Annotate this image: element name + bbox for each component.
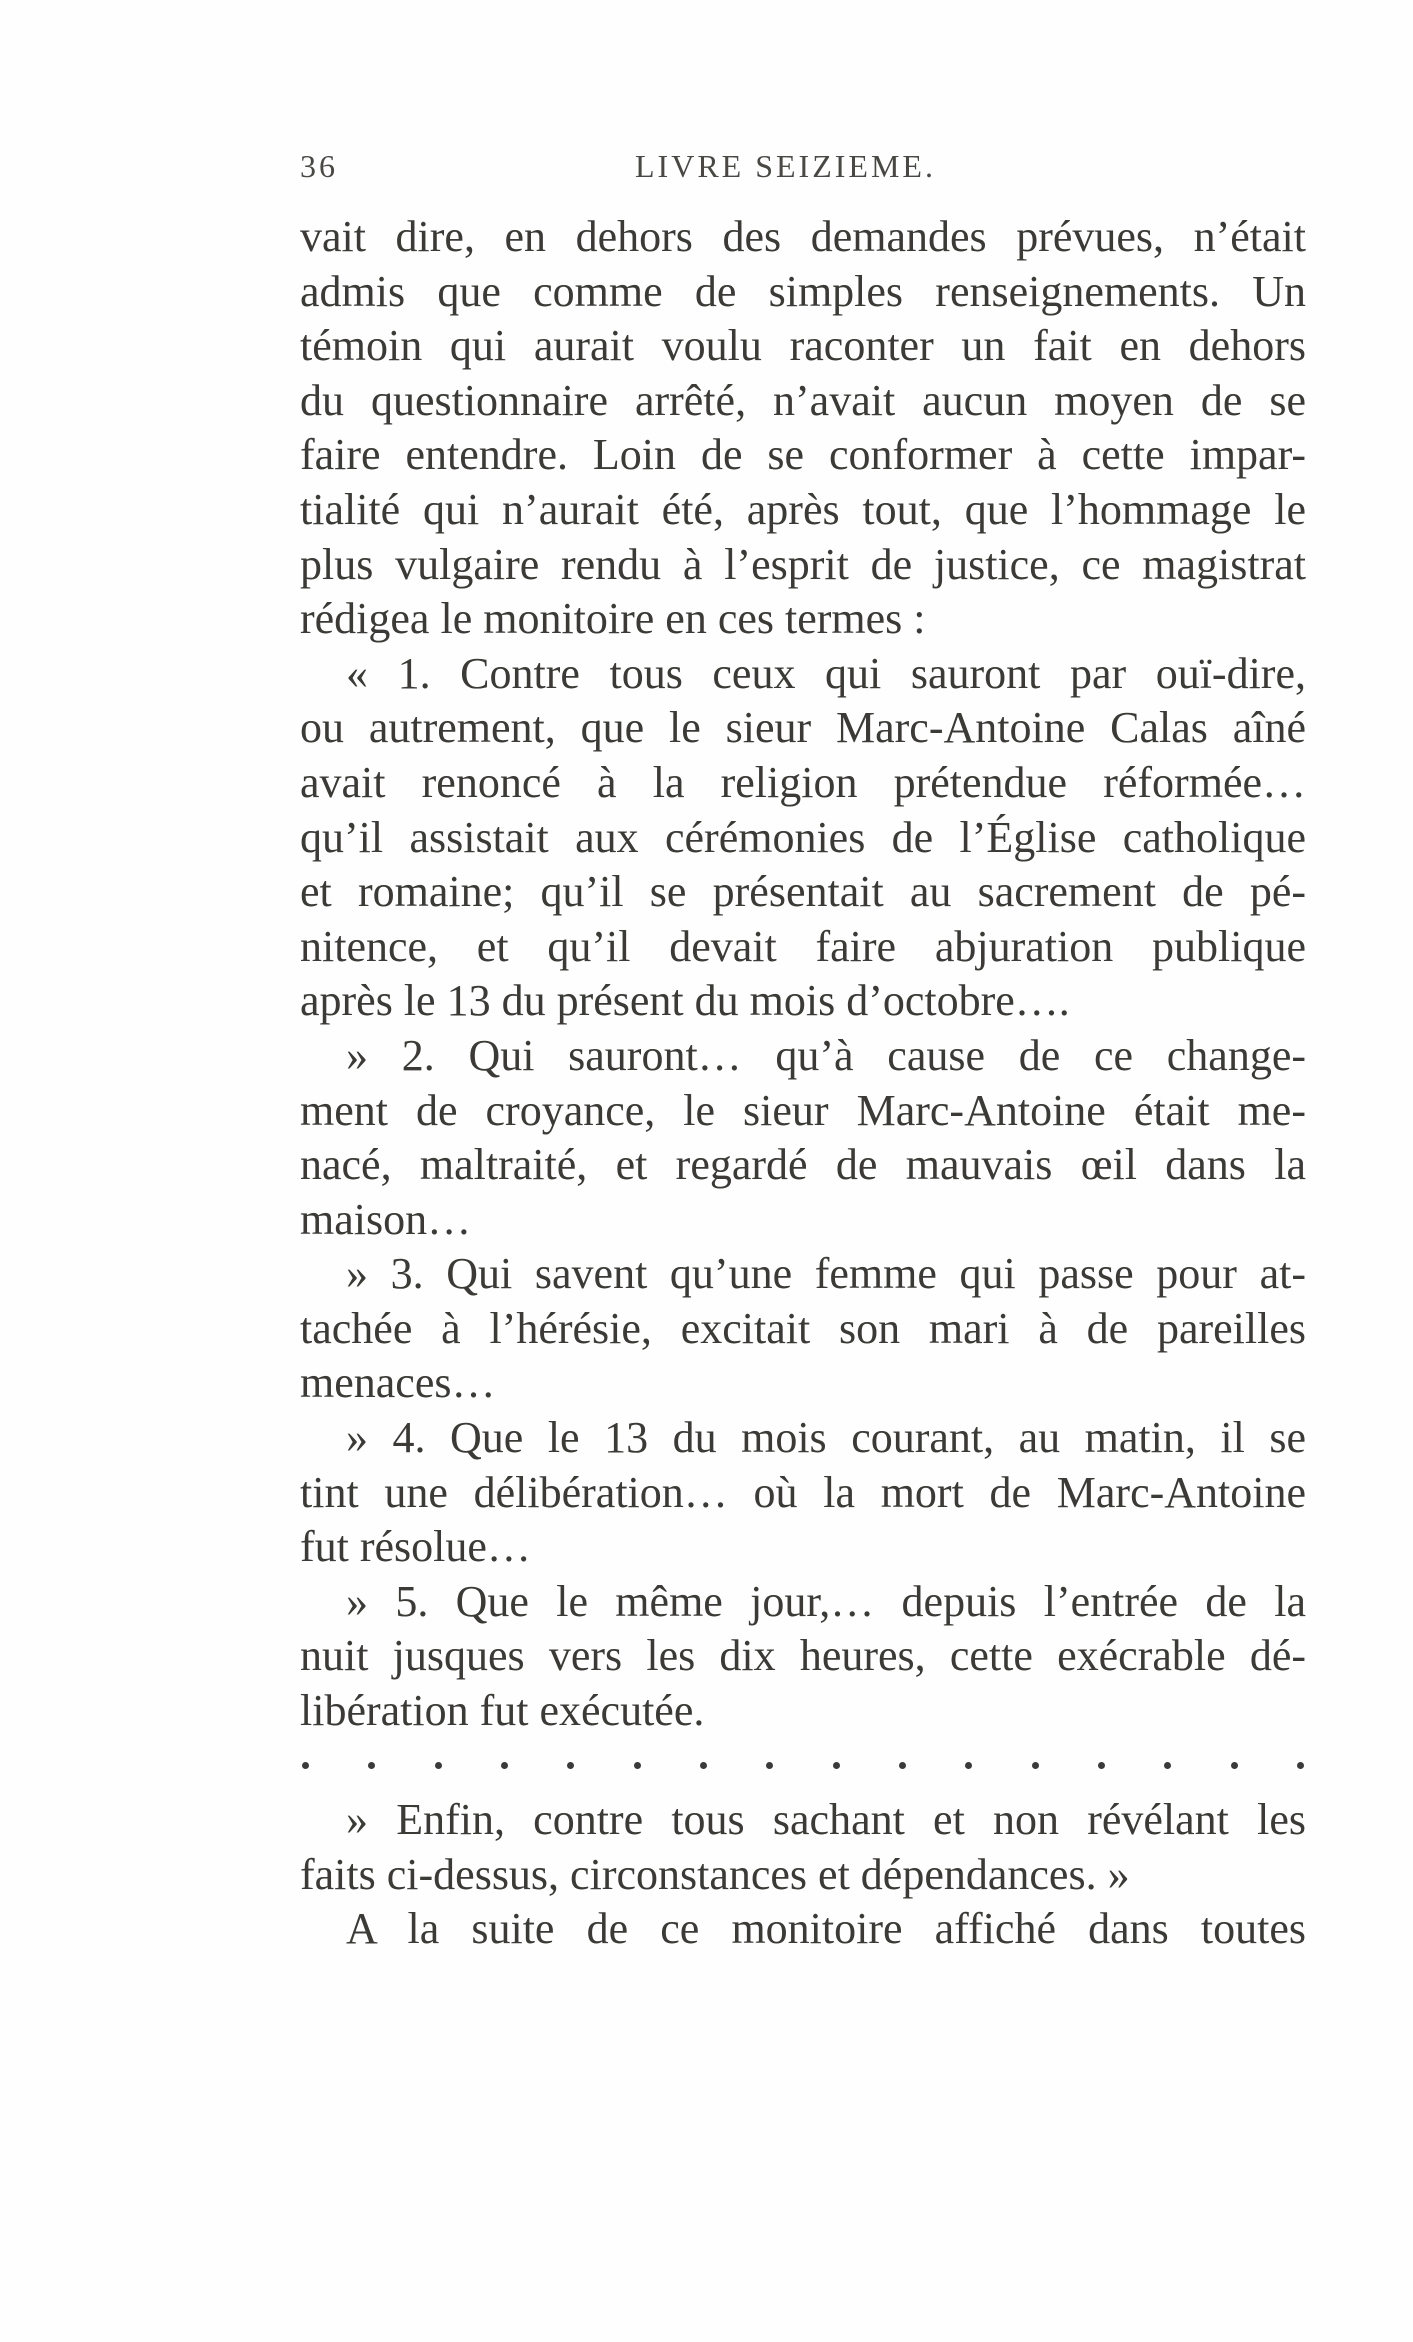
- text-line: rédigea le monitoire en ces termes :: [300, 594, 926, 644]
- dot: [567, 1762, 574, 1769]
- text-line: faits ci-dessus, circonstances et dépendances. »: [300, 1849, 1130, 1899]
- text-line: » 4. Que le 13 du mois courant, au matin, il se: [346, 1413, 1306, 1463]
- text-line: tint une délibération… où la mort de Marc-Antoine: [300, 1467, 1306, 1517]
- dot: [501, 1762, 508, 1769]
- dot: [833, 1762, 840, 1769]
- dot: [634, 1762, 641, 1769]
- text-line: maison…: [300, 1194, 472, 1244]
- dot: [1098, 1762, 1105, 1769]
- text-line: nuit jusques vers les dix heures, cette exécrable dé-: [300, 1631, 1306, 1681]
- text-line: nacé, maltraité, et regardé de mauvais œil dans la: [300, 1140, 1306, 1190]
- text-line: qu’il assistait aux cérémonies de l’Église catholique: [300, 812, 1306, 862]
- body-text: [300, 210, 1306, 1957]
- dot: [766, 1762, 773, 1769]
- text-line: tachée à l’hérésie, excitait son mari à de pareilles: [300, 1303, 1306, 1353]
- dot: [302, 1762, 309, 1769]
- page-number: 36: [300, 148, 338, 184]
- text-line: » Enfin, contre tous sachant et non révélant les: [346, 1795, 1306, 1845]
- text-line: et romaine; qu’il se présentait au sacrement de pé-: [300, 867, 1306, 917]
- text-line: A la suite de ce monitoire affiché dans toutes: [346, 1904, 1306, 1954]
- dot: [1297, 1762, 1304, 1769]
- text-line: plus vulgaire rendu à l’esprit de justice, ce magistrat: [300, 539, 1306, 589]
- text-line: ou autrement, que le sieur Marc-Antoine Calas aîné: [300, 703, 1306, 753]
- dot: [435, 1762, 442, 1769]
- text-line: nitence, et qu’il devait faire abjuration publique: [300, 921, 1306, 971]
- text-line: « 1. Contre tous ceux qui sauront par ouï-dire,: [346, 648, 1306, 698]
- dot: [1231, 1762, 1238, 1769]
- ellipsis-dot-row: [300, 1739, 1306, 1794]
- text-line: » 5. Que le même jour,… depuis l’entrée de la: [346, 1576, 1306, 1626]
- text-line: avait renoncé à la religion prétendue réformée…: [300, 757, 1306, 807]
- text-line: menaces…: [300, 1358, 496, 1408]
- text-line: faire entendre. Loin de se conformer à cette impar-: [300, 430, 1306, 480]
- text-line: du questionnaire arrêté, n’avait aucun moyen de se: [300, 375, 1306, 425]
- text-line: » 2. Qui sauront… qu’à cause de ce change-: [346, 1030, 1306, 1080]
- text-line: admis que comme de simples renseignements. Un: [300, 266, 1306, 316]
- running-header: [300, 148, 1300, 198]
- text-line: après le 13 du présent du mois d’octobre….: [300, 976, 1070, 1026]
- text-line: tialité qui n’aurait été, après tout, que l’hommage le: [300, 484, 1306, 534]
- dot: [368, 1762, 375, 1769]
- dot: [965, 1762, 972, 1769]
- text-line: témoin qui aurait voulu raconter un fait en dehors: [300, 321, 1306, 371]
- text-line: libération fut exécutée.: [300, 1686, 705, 1736]
- text-line: fut résolue…: [300, 1522, 531, 1572]
- text-line: » 3. Qui savent qu’une femme qui passe pour at-: [346, 1249, 1306, 1299]
- dot: [700, 1762, 707, 1769]
- running-title: LIVRE SEIZIEME.: [635, 148, 936, 184]
- text-line: vait dire, en dehors des demandes prévues, n’était: [300, 212, 1306, 261]
- text-line: ment de croyance, le sieur Marc-Antoine était me-: [300, 1085, 1306, 1135]
- dot: [1032, 1762, 1039, 1769]
- dot: [1164, 1762, 1171, 1769]
- dot: [899, 1762, 906, 1769]
